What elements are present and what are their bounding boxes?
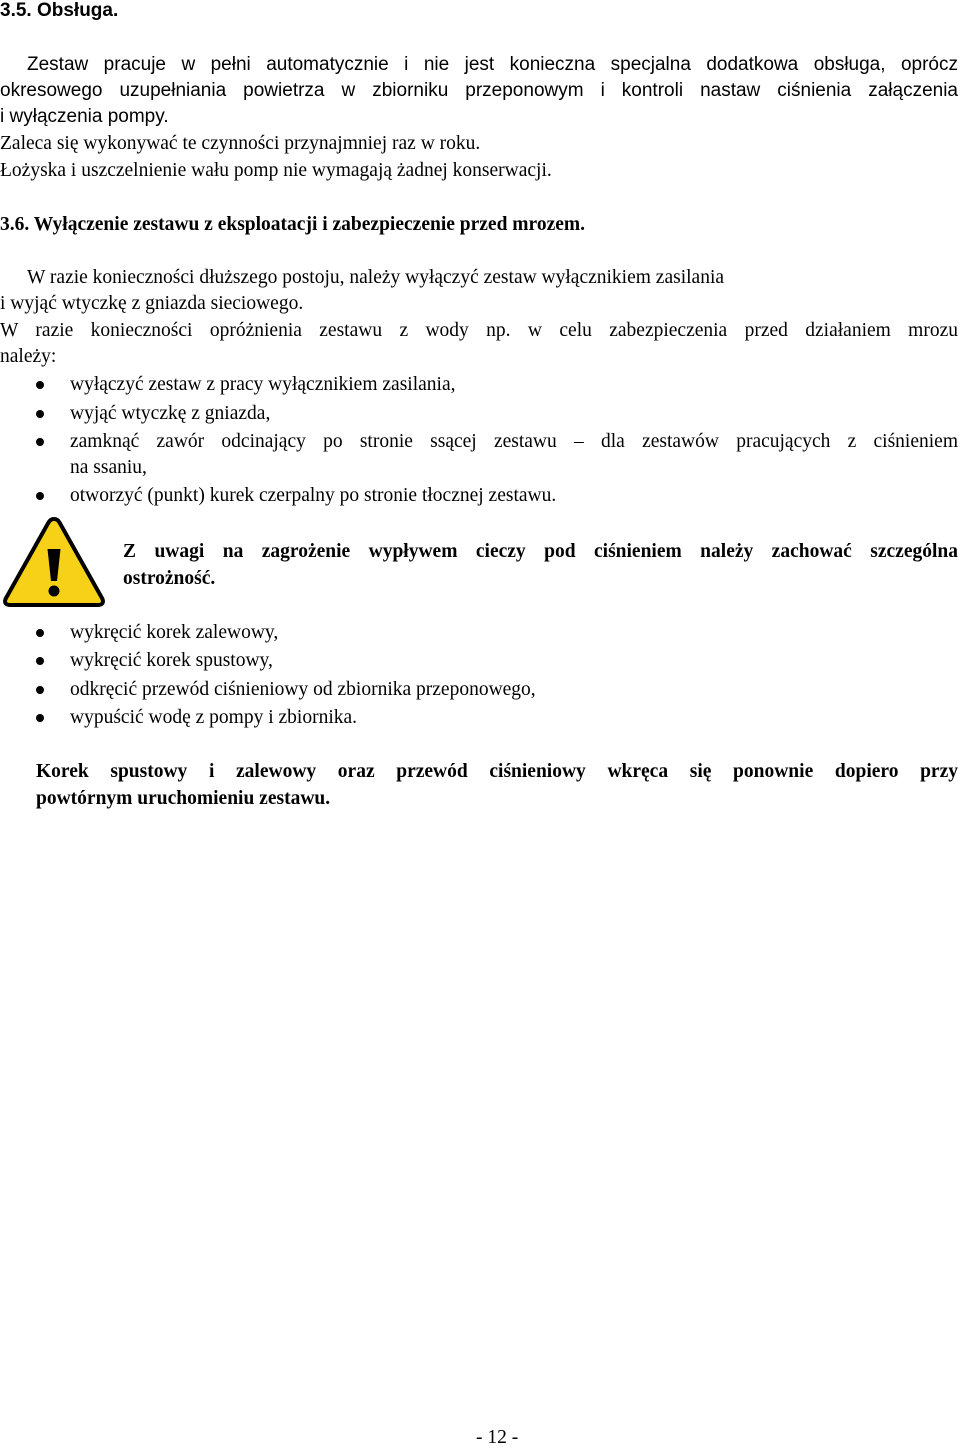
intro-line-2: okresowego uzupełniania powietrza w zbiorniku przeponowym i kontroli nastaw ciśnienia załączenia [0,80,958,101]
bullet-icon [36,381,44,389]
list-item: wyłączyć zestaw z pracy wyłącznikiem zasilania, [70,374,456,395]
list-item: wykręcić korek spustowy, [70,650,273,671]
bullet-icon [36,410,44,418]
list-item: odkręcić przewód ciśnieniowy od zbiornika przeponowego, [70,679,536,700]
warning-text-line-1: Z uwagi na zagrożenie wypływem cieczy pod ciśnieniem należy zachować szczególna [123,541,958,562]
paragraph-1-line-2: i wyjąć wtyczkę z gniazda sieciowego. [0,293,304,314]
bullet-icon [36,686,44,694]
bearings-note: Łożyska i uszczelnienie wału pomp nie wymagają żadnej konserwacji. [0,160,552,181]
list-item: wyjąć wtyczkę z gniazda, [70,403,271,424]
list-item: zamknąć zawór odcinający po stronie ssącej zestawu – dla zestawów pracujących z ciśnieniem [70,431,958,452]
page-number: - 12 - [476,1427,519,1448]
final-note-line-1: Korek spustowy i zalewowy oraz przewód ciśnieniowy wkręca się ponownie dopiero przy [36,761,958,782]
warning-triangle-icon [2,515,106,609]
bullet-icon [36,492,44,500]
intro-line-1: Zestaw pracuje w pełni automatycznie i nie jest konieczna specjalna dodatkowa obsługa, oprócz [27,54,958,75]
list-item-continuation: na ssaniu, [70,457,147,478]
final-note-line-2: powtórnym uruchomieniu zestawu. [36,788,331,809]
intro-line-3: i wyłączenia pompy. [0,106,169,127]
section-heading-3-5: 3.5. Obsługa. [0,0,119,21]
paragraph-1-line-1: W razie konieczności dłuższego postoju, należy wyłączyć zestaw wyłącznikiem zasilania [27,267,725,288]
bullet-icon [36,438,44,446]
bullet-icon [36,714,44,722]
bullet-icon [36,629,44,637]
paragraph-2-line-1: W razie konieczności opróżnienia zestawu z wody np. w celu zabezpieczenia przed działaniem mrozu [0,320,958,341]
maintenance-recommendation: Zaleca się wykonywać te czynności przynajmniej raz w roku. [0,133,481,154]
section-heading-3-6: 3.6. Wyłączenie zestawu z eksploatacji i zabezpieczenie przed mrozem. [0,214,586,235]
paragraph-2-line-2: należy: [0,346,57,367]
list-item: wykręcić korek zalewowy, [70,622,279,643]
list-item: wypuścić wodę z pompy i zbiornika. [70,707,358,728]
bullet-icon [36,657,44,665]
list-item: otworzyć (punkt) kurek czerpalny po stronie tłocznej zestawu. [70,485,557,506]
warning-text-line-2: ostrożność. [123,568,216,589]
